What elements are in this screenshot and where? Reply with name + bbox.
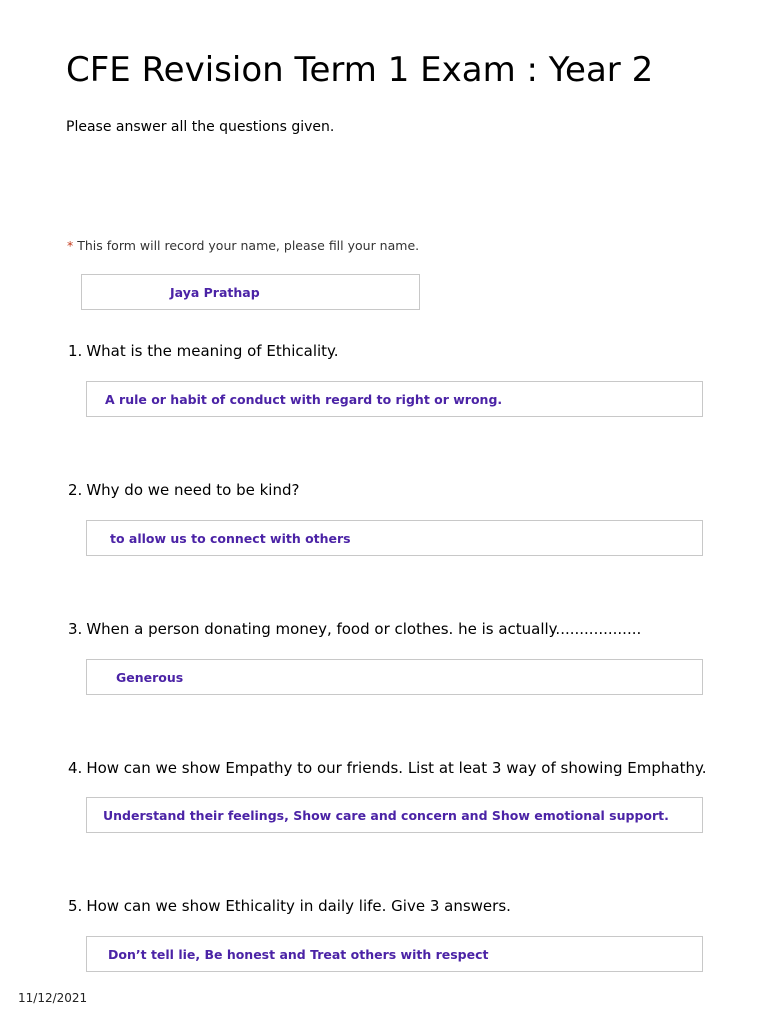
question-5 bbox=[68, 897, 511, 915]
answer-text: Generous bbox=[116, 669, 184, 685]
question-number: 5. bbox=[68, 897, 83, 915]
question-3 bbox=[68, 620, 641, 638]
question-number: 2. bbox=[68, 481, 83, 499]
answer-text: to allow us to connect with others bbox=[110, 530, 351, 546]
answer-text: A rule or habit of conduct with regard to right or wrong. bbox=[105, 391, 503, 407]
question-number: 1. bbox=[68, 342, 83, 360]
form-title: CFE Revision Term 1 Exam : Year 2 bbox=[66, 50, 654, 90]
question-text: How can we show Empathy to our friends. List at leat 3 way of showing Emphathy. bbox=[86, 759, 707, 777]
question-4 bbox=[68, 759, 706, 777]
question-1 bbox=[68, 342, 339, 360]
question-text: When a person donating money, food or clothes. he is actually.................. bbox=[86, 620, 642, 638]
name-field[interactable] bbox=[81, 274, 420, 310]
name-notice bbox=[67, 238, 419, 253]
answer-text: Don’t tell lie, Be honest and Treat others with respect bbox=[108, 946, 489, 962]
question-text: Why do we need to be kind? bbox=[86, 481, 300, 499]
question-number: 3. bbox=[68, 620, 83, 638]
form-description: Please answer all the questions given. bbox=[66, 119, 335, 135]
answer-field-5[interactable] bbox=[86, 936, 703, 972]
print-date: 11/12/2021 bbox=[18, 991, 88, 1005]
question-text: How can we show Ethicality in daily life. Give 3 answers. bbox=[86, 897, 511, 915]
answer-field-1[interactable] bbox=[86, 381, 703, 417]
required-marker: * bbox=[67, 238, 74, 253]
question-text: What is the meaning of Ethicality. bbox=[86, 342, 339, 360]
answer-field-4[interactable] bbox=[86, 797, 703, 833]
name-value: Jaya Prathap bbox=[170, 284, 260, 300]
answer-text: Understand their feelings, Show care and concern and Show emotional support. bbox=[103, 807, 669, 823]
question-number: 4. bbox=[68, 759, 83, 777]
answer-field-3[interactable] bbox=[86, 659, 703, 695]
name-notice-text: This form will record your name, please fill your name. bbox=[77, 238, 420, 253]
answer-field-2[interactable] bbox=[86, 520, 703, 556]
question-2 bbox=[68, 481, 299, 499]
